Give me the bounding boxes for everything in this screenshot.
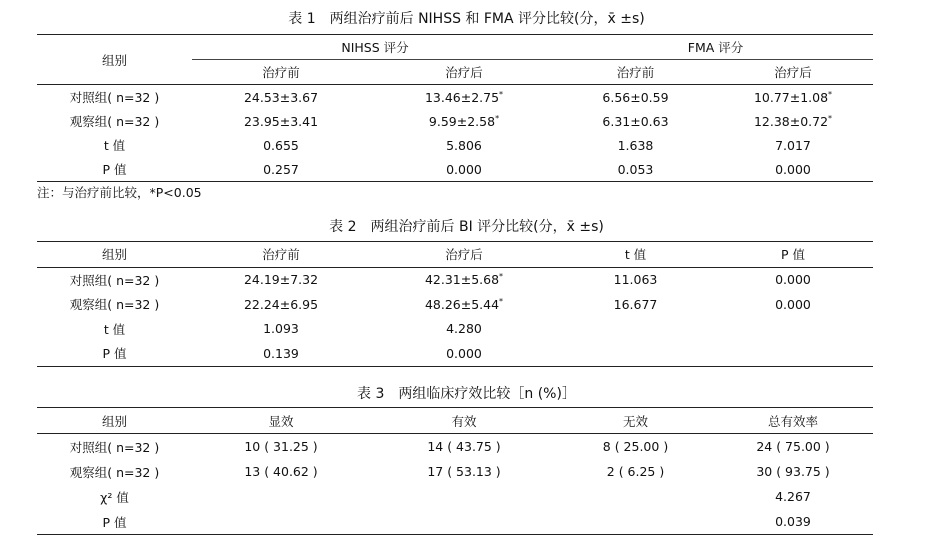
table-row	[37, 292, 873, 317]
table-row	[37, 133, 873, 157]
table3-row-label: P 值	[37, 509, 192, 535]
table-row	[37, 267, 873, 292]
table2-cell: 16.677	[613, 296, 658, 312]
table3-header-cell: 有效	[370, 408, 558, 434]
table2-header-cell: 组别	[37, 242, 192, 268]
table3-row-label: 观察组( n=32 )	[69, 464, 160, 480]
table2-cell: 48.26±5.44*	[424, 296, 504, 312]
table1-subheader: 治疗后	[370, 60, 558, 85]
table-row	[37, 509, 873, 535]
table3-cell	[370, 509, 558, 535]
table1-caption: 表 1 两组治疗前后 NIHSS 和 FMA 评分比较(分，x̄ ±s)	[288, 11, 645, 27]
table1-nihss-header: NIHSS 评分	[192, 35, 558, 60]
table2-row-label: P 值	[37, 341, 192, 366]
table3-cell: 2 ( 6.25 )	[606, 464, 665, 479]
table2-row-label: 对照组( n=32 )	[69, 272, 160, 288]
table1-row-label: P 值	[37, 157, 192, 182]
table2-cell: 24.19±7.32	[243, 272, 319, 288]
table2-header-cell: t 值	[558, 242, 713, 268]
table1-note	[37, 185, 202, 201]
table2-header-cell: 治疗后	[370, 242, 558, 268]
table3-cell: 17 ( 53.13 )	[427, 464, 501, 479]
table-row	[37, 434, 873, 460]
table2-caption: 表 2 两组治疗前后 BI 评分比较(分，x̄ ±s)	[329, 219, 604, 235]
table-row	[37, 341, 873, 366]
table3-cell	[370, 484, 558, 509]
table1-note-text: 注：与治疗前比较，*P<0.05	[37, 185, 202, 200]
table3-cell: 4.267	[775, 489, 811, 504]
table2-cell: 22.24±6.95	[243, 296, 319, 312]
table-row	[37, 459, 873, 484]
table2	[37, 241, 873, 367]
table3-cell	[558, 509, 713, 535]
table1-cell: 7.017	[775, 137, 811, 153]
table1-cell: 0.655	[263, 137, 299, 153]
table1-row-label: t 值	[103, 138, 126, 153]
table2-cell: 0.000	[775, 272, 811, 288]
table3-cell: 14 ( 43.75 )	[427, 439, 501, 454]
table1-group-header: 组别	[37, 35, 192, 85]
table2-cell: 0.139	[192, 341, 370, 366]
table-row	[37, 157, 873, 182]
table1-subheader: 治疗前	[558, 60, 713, 85]
table1-cell: 13.46±2.75*	[424, 89, 504, 105]
table3	[37, 407, 873, 535]
table3-row-label: χ² 值	[100, 489, 129, 505]
table1-cell: 12.38±0.72*	[753, 113, 833, 129]
table1-fma-header: FMA 评分	[558, 35, 873, 60]
table2-row-label: t 值	[103, 321, 126, 337]
table3-header-cell: 显效	[192, 408, 370, 434]
table1-cell: 0.000	[713, 157, 873, 182]
table1-row-label: 对照组( n=32 )	[69, 90, 160, 105]
table2-cell: 0.000	[775, 296, 811, 312]
table2-cell: 11.063	[613, 272, 658, 288]
table2-cell	[558, 341, 713, 366]
table1-row-label: 观察组( n=32 )	[69, 114, 160, 129]
table2-header-cell: 治疗前	[192, 242, 370, 268]
table-row	[37, 484, 873, 509]
table2-cell	[713, 317, 873, 342]
table2-header-cell: P 值	[713, 242, 873, 268]
table1-cell: 6.56±0.59	[602, 89, 669, 105]
table3-cell	[192, 509, 370, 535]
table-row	[37, 85, 873, 110]
table3-caption: 表 3 两组临床疗效比较［n (%)］	[357, 386, 576, 402]
table1-cell: 0.000	[370, 157, 558, 182]
table3-header-cell: 无效	[558, 408, 713, 434]
table1-cell: 9.59±2.58*	[428, 113, 500, 129]
table1-cell: 0.257	[192, 157, 370, 182]
table3-cell	[192, 484, 370, 509]
table2-cell: 0.000	[370, 341, 558, 366]
table3-cell: 10 ( 31.25 )	[244, 439, 318, 454]
table1-cell: 1.638	[617, 137, 654, 153]
table3-cell: 0.039	[713, 509, 873, 535]
table2-cell: 42.31±5.68*	[424, 272, 504, 288]
table1	[37, 34, 873, 182]
table3-cell: 30 ( 93.75 )	[756, 464, 830, 479]
table1-subheader: 治疗前	[192, 60, 370, 85]
table3-cell	[558, 484, 713, 509]
table2-cell: 4.280	[446, 321, 482, 337]
table3-header-cell: 组别	[37, 408, 192, 434]
table-row	[37, 317, 873, 342]
table1-cell: 0.053	[558, 157, 713, 182]
table3-cell: 8 ( 25.00 )	[602, 439, 669, 454]
table3-header-cell: 总有效率	[713, 408, 873, 434]
table3-row-label: 对照组( n=32 )	[69, 439, 160, 455]
table1-cell: 6.31±0.63	[602, 113, 669, 129]
table1-subheader: 治疗后	[713, 60, 873, 85]
table1-cell: 24.53±3.67	[243, 89, 319, 105]
table2-cell	[558, 317, 713, 342]
table-row	[37, 109, 873, 133]
table3-cell: 13 ( 40.62 )	[244, 464, 318, 479]
table3-cell: 24 ( 75.00 )	[756, 439, 830, 454]
table2-cell: 1.093	[263, 321, 299, 337]
table1-cell: 5.806	[446, 137, 482, 153]
table1-cell: 10.77±1.08*	[753, 89, 833, 105]
table2-row-label: 观察组( n=32 )	[69, 297, 160, 313]
table1-cell: 23.95±3.41	[243, 113, 319, 129]
table2-cell	[713, 341, 873, 366]
